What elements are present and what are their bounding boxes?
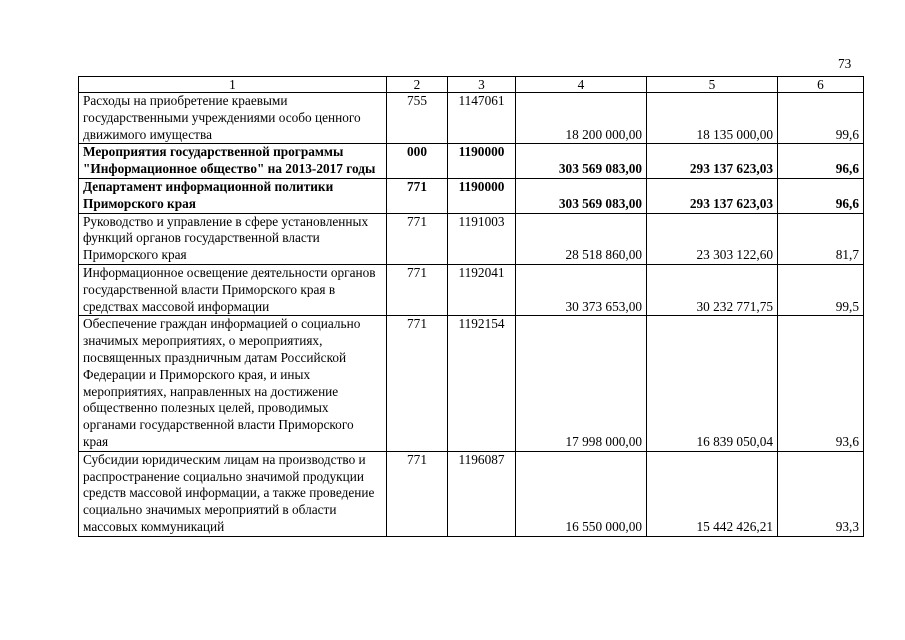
header-cell-6: 6 — [778, 77, 864, 93]
row-name-cell: Субсидии юридическим лицам на производство и распространение социально значимой продукции средств массовой информации, а также проведение социально значимых мероприятий в области массовых коммуникаций — [79, 451, 387, 536]
row-planned-amount-cell: 16 550 000,00 — [516, 451, 647, 536]
header-cell-4: 4 — [516, 77, 647, 93]
row-code-cell: 771 — [387, 178, 448, 213]
row-classifier-cell: 1192041 — [448, 264, 516, 315]
page-number: 73 — [838, 56, 852, 71]
row-classifier-cell: 1191003 — [448, 213, 516, 264]
table-row — [79, 213, 864, 264]
header-cell-2: 2 — [387, 77, 448, 93]
row-planned-amount-cell: 18 200 000,00 — [516, 93, 647, 144]
table-row — [79, 451, 864, 536]
row-name-cell: Расходы на приобретение краевыми государственными учреждениями особо ценного движимого имущества — [79, 93, 387, 144]
header-cell-1: 1 — [79, 77, 387, 93]
row-actual-amount-cell: 30 232 771,75 — [647, 264, 778, 315]
row-classifier-cell: 1190000 — [448, 178, 516, 213]
row-actual-amount-cell: 293 137 623,03 — [647, 178, 778, 213]
budget-table — [78, 76, 864, 537]
row-planned-amount-cell: 30 373 653,00 — [516, 264, 647, 315]
row-actual-amount-cell: 18 135 000,00 — [647, 93, 778, 144]
row-percent-cell: 81,7 — [778, 213, 864, 264]
header-row — [79, 77, 864, 93]
header-cell-3: 3 — [448, 77, 516, 93]
row-percent-cell: 99,5 — [778, 264, 864, 315]
row-name-cell: Обеспечение граждан информацией о социально значимых мероприятиях, о мероприятиях, посвященных праздничным датам Российской Федерации и Приморского края, и иных мероприятиях, направленных на достижение общественно полезных целей, проводимых органами государственной власти Приморского края — [79, 316, 387, 451]
row-percent-cell: 99,6 — [778, 93, 864, 144]
row-percent-cell: 93,6 — [778, 316, 864, 451]
row-classifier-cell: 1196087 — [448, 451, 516, 536]
row-code-cell: 771 — [387, 316, 448, 451]
row-name-cell: Информационное освещение деятельности органов государственной власти Приморского края в средствах массовой информации — [79, 264, 387, 315]
row-classifier-cell: 1147061 — [448, 93, 516, 144]
header-cell-5: 5 — [647, 77, 778, 93]
row-actual-amount-cell: 293 137 623,03 — [647, 144, 778, 179]
table-row — [79, 264, 864, 315]
table-row — [79, 93, 864, 144]
row-actual-amount-cell: 23 303 122,60 — [647, 213, 778, 264]
row-planned-amount-cell: 28 518 860,00 — [516, 213, 647, 264]
row-percent-cell: 96,6 — [778, 144, 864, 179]
table-row — [79, 178, 864, 213]
row-code-cell: 771 — [387, 451, 448, 536]
row-actual-amount-cell: 15 442 426,21 — [647, 451, 778, 536]
row-classifier-cell: 1190000 — [448, 144, 516, 179]
row-percent-cell: 93,3 — [778, 451, 864, 536]
row-planned-amount-cell: 17 998 000,00 — [516, 316, 647, 451]
table-row — [79, 144, 864, 179]
row-code-cell: 771 — [387, 264, 448, 315]
row-actual-amount-cell: 16 839 050,04 — [647, 316, 778, 451]
row-name-cell: Департамент информационной политики Приморского края — [79, 178, 387, 213]
row-planned-amount-cell: 303 569 083,00 — [516, 144, 647, 179]
row-code-cell: 771 — [387, 213, 448, 264]
row-code-cell: 755 — [387, 93, 448, 144]
table-row — [79, 316, 864, 451]
row-percent-cell: 96,6 — [778, 178, 864, 213]
row-planned-amount-cell: 303 569 083,00 — [516, 178, 647, 213]
row-name-cell: Мероприятия государственной программы "Информационное общество" на 2013-2017 годы — [79, 144, 387, 179]
row-code-cell: 000 — [387, 144, 448, 179]
row-classifier-cell: 1192154 — [448, 316, 516, 451]
row-name-cell: Руководство и управление в сфере установленных функций органов государственной власти Приморского края — [79, 213, 387, 264]
